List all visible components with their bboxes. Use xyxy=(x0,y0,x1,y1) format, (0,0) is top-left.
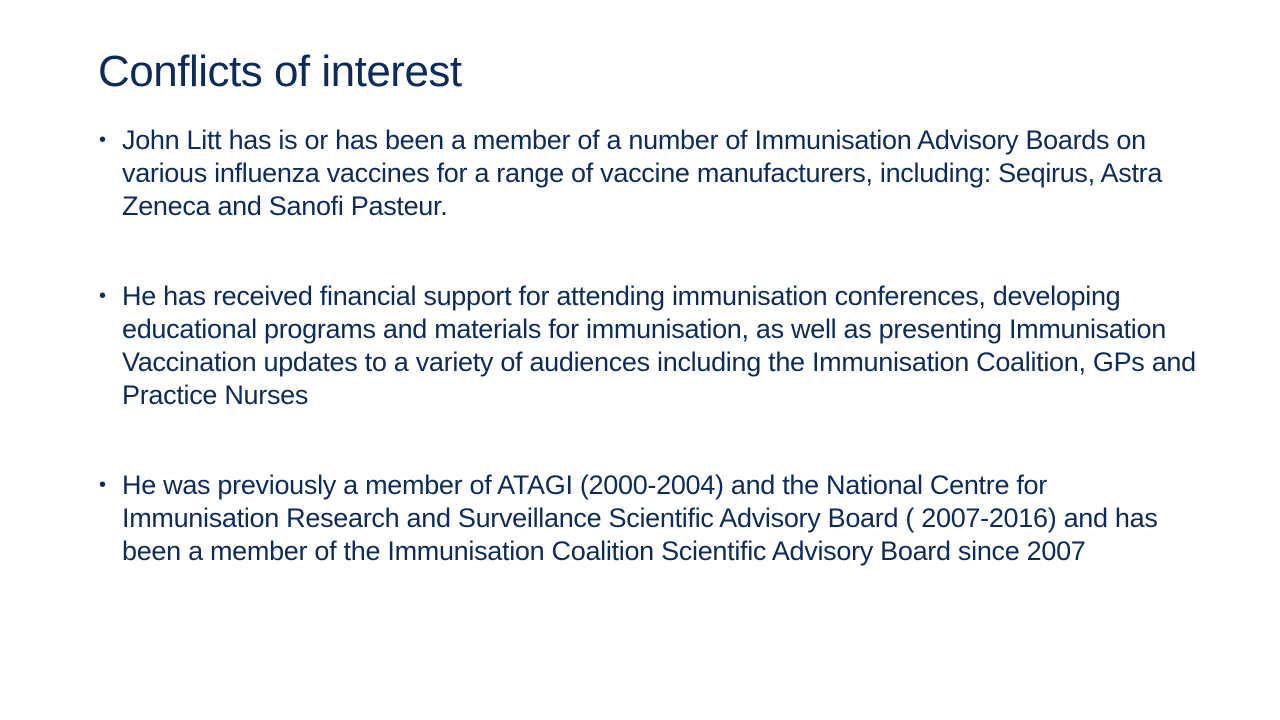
bullet-text: He was previously a member of ATAGI (2000-2004) and the National Centre for Immunisation Research and Surveillance Scientific Advisory Board ( 2007-2016) and has been a member of the Immunisation Coalition Scientific Advisory Board since 2007 xyxy=(122,470,1158,566)
slide-title: Conflicts of interest xyxy=(98,47,462,96)
bullet-marker: • xyxy=(99,129,106,151)
bullet-marker: • xyxy=(99,474,106,496)
bullet-item xyxy=(98,469,1208,568)
bullet-text: He has received financial support for attending immunisation conferences, developing educational programs and materials for immunisation, as well as presenting Immunisation Vaccination updates to a variety of audiences including the Immunisation Coalition, GPs and Practice Nurses xyxy=(122,281,1196,410)
bullet-item xyxy=(98,280,1208,412)
bullet-item xyxy=(98,124,1208,223)
bullet-marker: • xyxy=(99,285,106,307)
bullet-list xyxy=(98,124,1208,568)
bullet-text: John Litt has is or has been a member of a number of Immunisation Advisory Boards on various influenza vaccines for a range of vaccine manufacturers, including: Seqirus, Astra Zeneca and Sanofi Pasteur. xyxy=(122,125,1163,221)
